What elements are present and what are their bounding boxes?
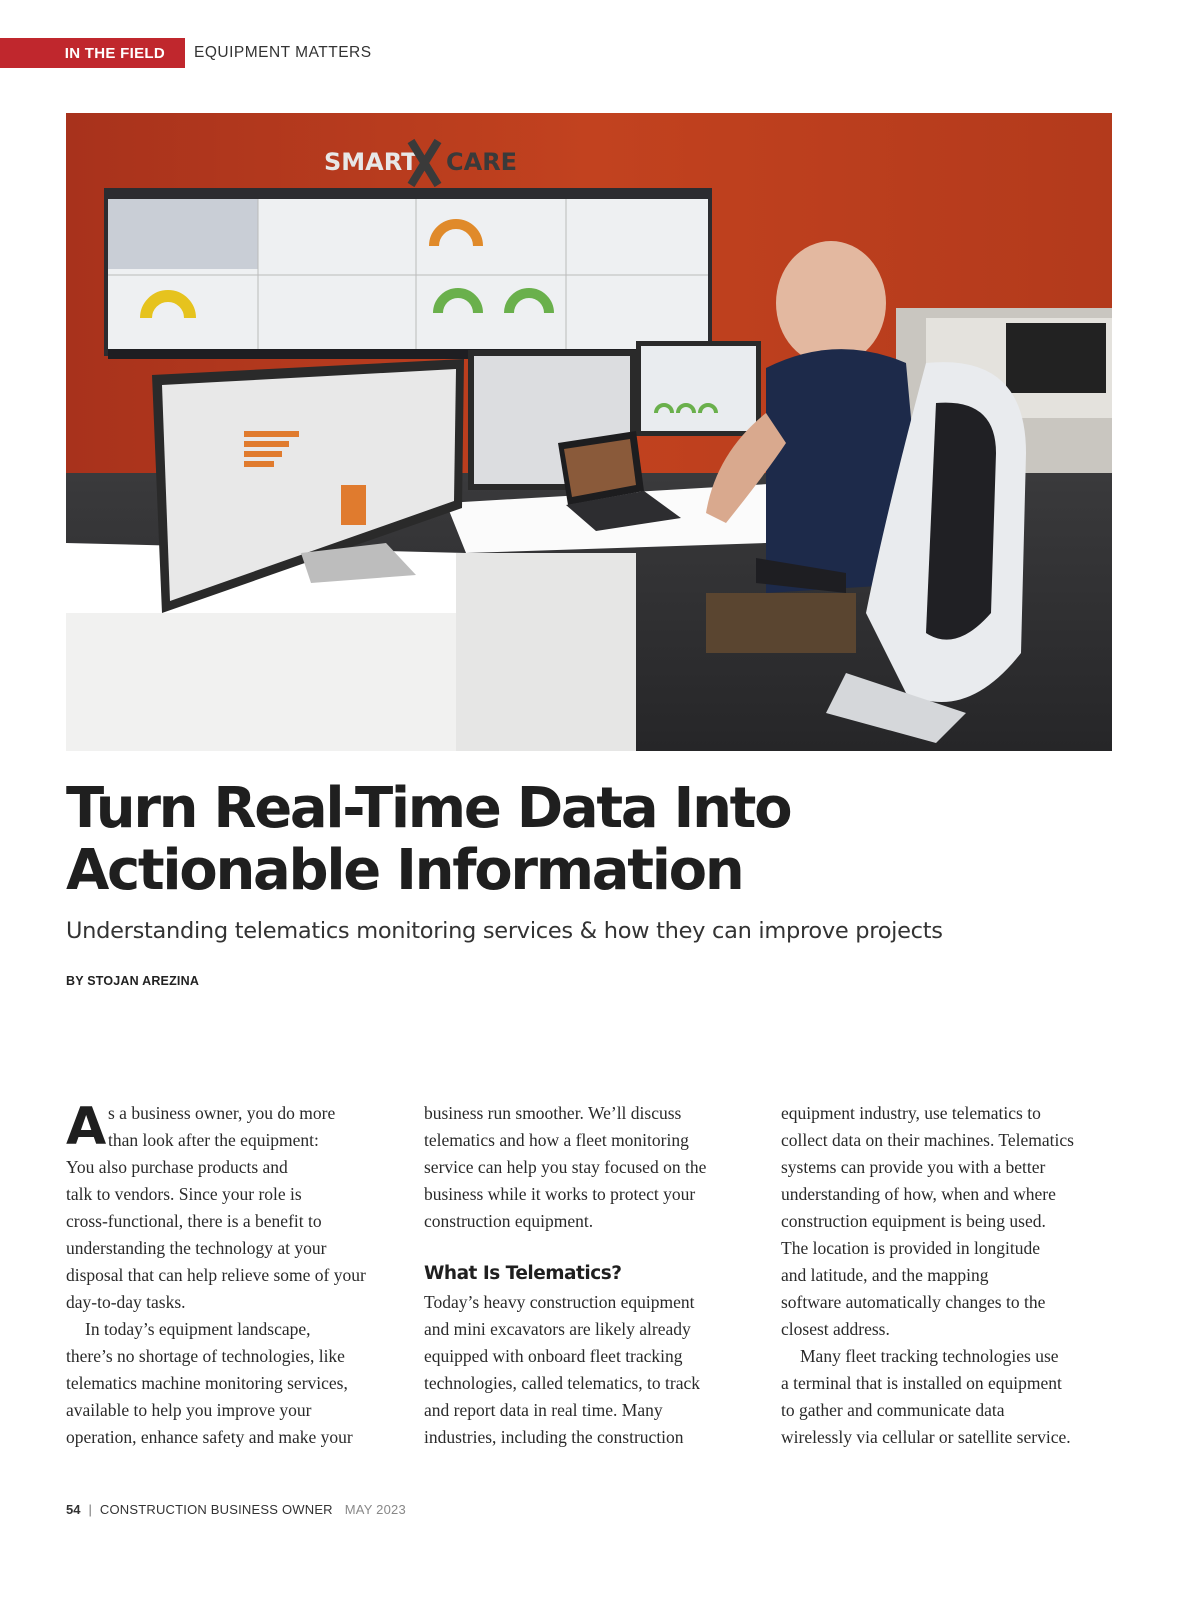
body-line: wirelessly via cellular or satellite service. — [781, 1427, 1071, 1447]
drop-cap: A — [66, 1097, 107, 1157]
body-line: business run smoother. We’ll discuss — [424, 1103, 682, 1123]
body-line: In today’s equipment landscape, — [85, 1319, 311, 1339]
body-line: equipment industry, use telematics to — [781, 1103, 1041, 1123]
body-line: and report data in real time. Many — [424, 1400, 663, 1420]
body-line: telematics machine monitoring services, — [66, 1373, 348, 1393]
body-line: there’s no shortage of technologies, like — [66, 1346, 345, 1366]
body-line: cross-functional, there is a benefit to — [66, 1211, 322, 1231]
section-header — [0, 38, 372, 68]
body-line: to gather and communicate data — [781, 1400, 1005, 1420]
body-line: understanding of how, when and where — [781, 1184, 1056, 1204]
body-column-3 — [781, 1100, 1121, 1451]
headline-line-2: Actionable Information — [66, 838, 743, 903]
body-line: than look after the equipment: — [108, 1130, 319, 1150]
body-line: construction equipment. — [424, 1211, 594, 1231]
article-headline — [66, 778, 1126, 902]
body-column-2 — [424, 1100, 764, 1451]
body-line: operation, enhance safety and make your — [66, 1427, 353, 1447]
body-line: and mini excavators are likely already — [424, 1319, 691, 1339]
body-line: software automatically changes to the — [781, 1292, 1046, 1312]
body-line: technologies, called telematics, to track — [424, 1373, 701, 1393]
body-line: service can help you stay focused on the — [424, 1157, 707, 1177]
body-line: s a business owner, you do more — [108, 1103, 336, 1123]
body-line: talk to vendors. Since your role is — [66, 1184, 302, 1204]
section-subhead: What Is Telematics? — [424, 1263, 622, 1284]
body-line: a terminal that is installed on equipment — [781, 1373, 1062, 1393]
section-label: IN THE FIELD — [0, 38, 185, 68]
body-line: and latitude, and the mapping — [781, 1265, 989, 1285]
body-line: You also purchase products and — [66, 1157, 288, 1177]
issue-date: MAY 2023 — [344, 1502, 406, 1517]
body-line: telematics and how a fleet monitoring — [424, 1130, 689, 1150]
page-number: 54 — [66, 1502, 81, 1517]
article-deck: Understanding telematics monitoring services & how they can improve projects — [66, 918, 943, 944]
body-line: understanding the technology at your — [66, 1238, 327, 1258]
body-line: equipped with onboard fleet tracking — [424, 1346, 683, 1366]
footer-separator: | — [88, 1502, 92, 1517]
body-line: disposal that can help relieve some of your — [66, 1265, 366, 1285]
body-line: available to help you improve your — [66, 1400, 312, 1420]
body-line: collect data on their machines. Telematics — [781, 1130, 1074, 1150]
body-line: business while it works to protect your — [424, 1184, 696, 1204]
headline-line-1: Turn Real-Time Data Into — [66, 776, 791, 841]
feature-photo — [66, 113, 1112, 751]
body-line: industries, including the construction — [424, 1427, 684, 1447]
publication-name: CONSTRUCTION BUSINESS OWNER — [99, 1502, 333, 1517]
wall-logo-care: CARE — [446, 148, 518, 176]
page-footer — [66, 1502, 406, 1517]
wall-logo-smart: SMART — [324, 148, 418, 176]
body-line: systems can provide you with a better — [781, 1157, 1046, 1177]
body-line: Many fleet tracking technologies use — [800, 1346, 1059, 1366]
body-line: Today’s heavy construction equipment — [424, 1292, 695, 1312]
article-byline: BY STOJAN AREZINA — [66, 974, 200, 988]
body-line: construction equipment is being used. — [781, 1211, 1046, 1231]
category-label: EQUIPMENT MATTERS — [194, 44, 372, 61]
body-column-1 — [66, 1097, 406, 1451]
body-line: closest address. — [781, 1319, 890, 1339]
body-line: day-to-day tasks. — [66, 1292, 186, 1312]
body-line: The location is provided in longitude — [781, 1238, 1041, 1258]
